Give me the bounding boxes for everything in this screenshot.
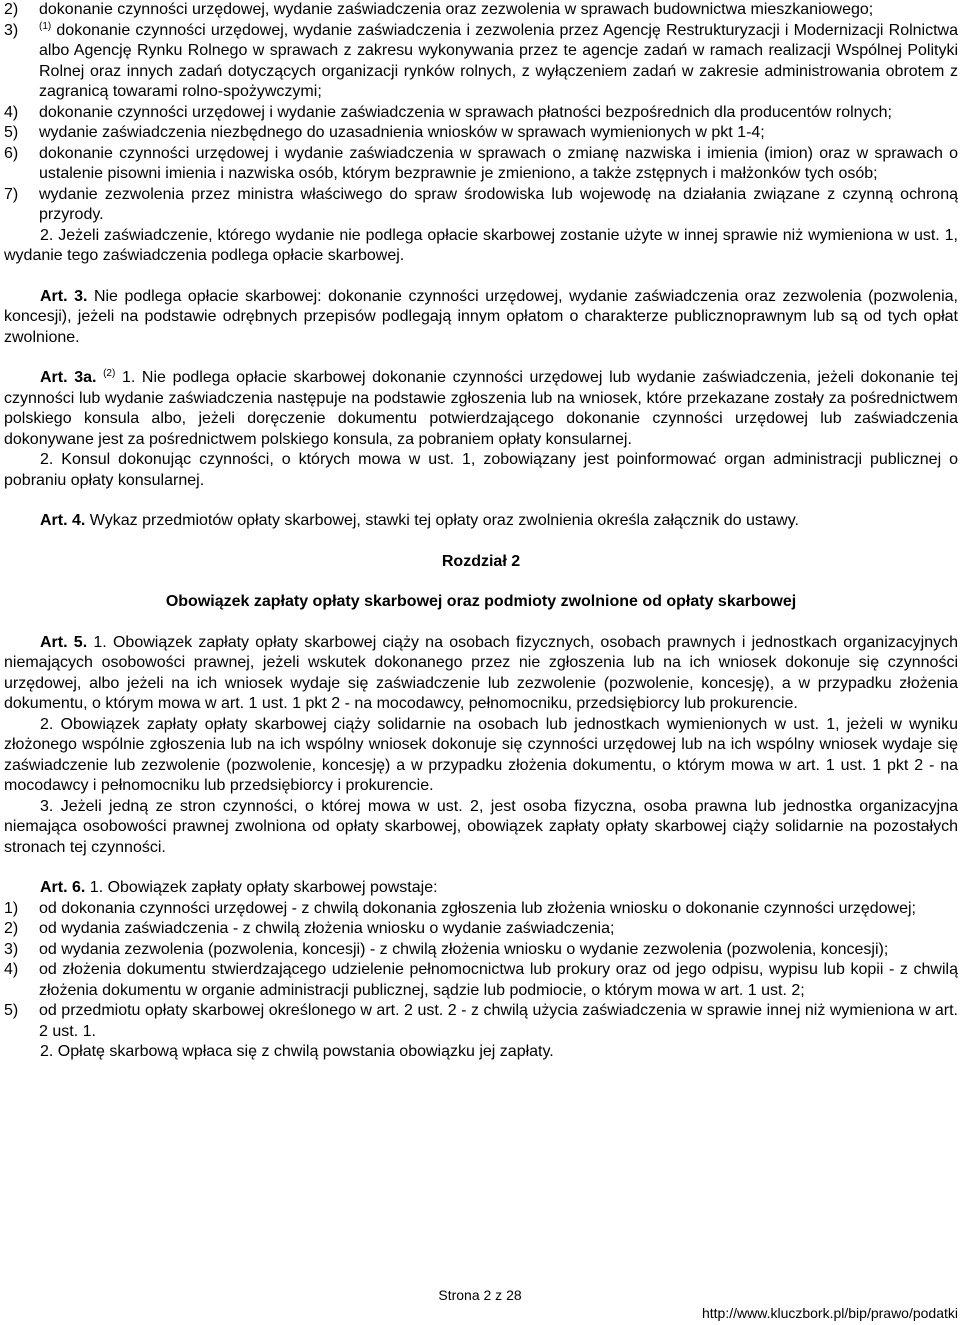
list-item — [4, 144, 958, 185]
list-item — [4, 1001, 958, 1042]
item-text: dokonanie czynności urzędowej, wydanie zaświadczenia i zezwolenia przez Agencję Restrukturyzacji i Modernizacji Rolnictwa albo Agencję Rynku Rolnego w sprawach z zakresu wykonywania przez te agencje zadań w ramach realizacji Wspólnej Polityki Rolnej oraz innych zadań dotyczących organizacji rynków rolnych, z wyłączeniem zadań w zakresie administrowania obrotem z zagranicą towarami rolno-spożywczymi; — [39, 21, 958, 100]
page-number: Strona 2 z 28 — [438, 1287, 522, 1303]
article-3a-ust1 — [4, 368, 958, 450]
article-label: Art. 3. — [40, 287, 88, 305]
article-label: Art. 5. — [40, 633, 88, 651]
article-4 — [4, 511, 958, 532]
item-number: 4) — [4, 103, 19, 121]
list-item — [4, 21, 958, 103]
item-number: 3) — [4, 21, 19, 39]
item-text: wydanie zaświadczenia niezbędnego do uzasadnienia wniosków w sprawach wymienionych w pkt 1-4; — [39, 124, 765, 141]
footnote-ref: (1) — [39, 20, 52, 32]
article-text: 1. Obowiązek zapłaty opłaty skarbowej powstaje: — [89, 879, 438, 896]
chapter-subtitle: Obowiązek zapłaty opłaty skarbowej oraz podmioty zwolnione od opłaty skarbowej — [165, 593, 797, 610]
item-number: 2) — [4, 1, 19, 18]
footnote-ref: (2) — [103, 368, 116, 379]
article-text: 1. Obowiązek zapłaty opłaty skarbowej ciąży na osobach fizycznych, osobach prawnych i jednostkach organizacyjnych niemających osobowości prawnej, jeżeli wskutek dokonanego przez nie zgłoszenia lub na ich wniosek dokonuje się czynności urzędowej, albo jeżeli na ich wniosek wydaje się zaświadczenie lub zezwolenie (pozwolenie, koncesję), a w przypadku złożenia dokumentu, o którym mowa w art. 1 ust. 1 pkt 2 - na mocodawcy, pełnomocniku, przedsiębiorcy lub prokurencie. — [4, 633, 959, 712]
list-item — [4, 0, 958, 21]
document-page — [4, 0, 958, 1063]
item-text: od dokonania czynności urzędowej - z chwilą dokonania zgłoszenia lub złożenia wniosku o dokonanie czynności urzędowej; — [39, 899, 916, 917]
item-text: dokonanie czynności urzędowej, wydanie zaświadczenia oraz zezwolenia w sprawach budownictwa mieszkaniowego; — [39, 1, 874, 18]
article-6-ust1 — [4, 878, 958, 899]
item-text: od wydania zezwolenia (pozwolenia, koncesji) - z chwilą złożenia wniosku o wydanie zezwolenia (pozwolenia, koncesji); — [39, 940, 889, 958]
item-text: wydanie zezwolenia przez ministra właściwego do spraw środowiska lub wojewodę na działania związane z czynną ochroną przyrody. — [39, 185, 958, 223]
article-3 — [4, 287, 958, 349]
item-number: 6) — [4, 144, 19, 162]
article-text: 1. Nie podlega opłacie skarbowej dokonanie czynności urzędowej lub wydanie zaświadczenia, jeżeli dokonanie tej czynności lub wydanie zaświadczenia następuje na podstawie zgłoszenia lub na wniosek, które przekazane zostały za pośrednictwem polskiego konsula albo, jeżeli doręczenie dokumentu potwierdzającego dokonanie czynności urzędowej lub zaświadczenia dokonywane jest za pośrednictwem polskiego konsula, za pobraniem opłaty konsularnej. — [4, 369, 958, 448]
article-5-ust1 — [4, 633, 958, 715]
item-number: 7) — [4, 185, 19, 203]
list-item — [4, 940, 958, 961]
item-number: 2) — [4, 920, 19, 937]
list-item — [4, 185, 958, 226]
item-text: dokonanie czynności urzędowej i wydanie zaświadczenia w sprawach płatności bezpośrednich dla producentów rolnych; — [39, 103, 892, 121]
article-text: Wykaz przedmiotów opłaty skarbowej, stawki tej opłaty oraz zwolnienia określa załącznik do ustawy. — [89, 512, 799, 529]
list-item — [4, 123, 958, 144]
article-text: Nie podlega opłacie skarbowej: dokonanie czynności urzędowej, wydanie zaświadczenia oraz zezwolenia (pozwolenia, koncesji), jeżeli na podstawie odrębnych przepisów podlegają innym opłatom o charakterze publicznoprawnym lub są od tych opłat zwolnione. — [4, 287, 959, 346]
item-text: dokonanie czynności urzędowej i wydanie zaświadczenia w sprawach o zmianę nazwiska i imienia (imion) oraz w sprawach o ustalenie pisowni imienia i nazwiska osób, którym bezprawnie je zmieniono, a także zstępnych i małżonków tych osób; — [39, 144, 958, 182]
article-5-ust2: 2. Obowiązek zapłaty opłaty skarbowej ciąży solidarnie na osobach lub jednostkach wymienionych w ust. 1, jeżeli w wyniku złożonego wspólnie zgłoszenia lub na ich wspólny wniosek dokonuje się czynności urzędowej lub na ich wspólny wniosek wydaje się zaświadczenie lub zezwolenie (pozwolenie, koncesję) a w przypadku złożenia dokumentu, o którym mowa w art. 1 ust. 1 pkt 2 - na mocodawcy i pełnomocniku lub przedsiębiorcy i prokurencie. — [4, 715, 958, 794]
list-item — [4, 919, 958, 940]
article-label: Art. 3a. — [40, 369, 97, 386]
article-3a-ust2: 2. Konsul dokonując czynności, o których mowa w ust. 1, zobowiązany jest poinformować organ administracji publicznej o pobraniu opłaty konsularnej. — [4, 451, 958, 489]
art2-ust2: 2. Jeżeli zaświadczenie, którego wydanie nie podlega opłacie skarbowej zostanie użyte w innej sprawie niż wymieniona w ust. 1, wydanie tego zaświadczenia podlega opłacie skarbowej. — [4, 226, 958, 264]
list-item — [4, 960, 958, 1001]
item-number: 5) — [4, 124, 19, 141]
article-6-ust2: 2. Opłatę skarbową wpłaca się z chwilą powstania obowiązku jej zapłaty. — [40, 1043, 554, 1060]
item-number: 3) — [4, 940, 19, 958]
list-item — [4, 103, 958, 124]
article-label: Art. 4. — [40, 512, 86, 529]
item-text: od wydania zaświadczenia - z chwilą złożenia wniosku o wydanie zaświadczenia; — [39, 920, 615, 937]
item-number: 4) — [4, 961, 19, 978]
article-label: Art. 6. — [40, 879, 86, 896]
chapter-title: Rozdział 2 — [441, 552, 521, 570]
item-number: 5) — [4, 1002, 19, 1019]
article-5-ust3: 3. Jeżeli jedną ze stron czynności, o której mowa w ust. 2, jest osoba fizyczna, osoba prawna lub jednostka organizacyjna niemająca osobowości prawnej zwolniona od opłaty skarbowej, obowiązek zapłaty opłaty skarbowej ciąży solidarnie na pozostałych stronach tej czynności. — [4, 797, 958, 856]
item-text: od przedmiotu opłaty skarbowej określonego w art. 2 ust. 2 - z chwilą użycia zaświadczenia w sprawie innej niż wymieniona w art. 2 ust. 1. — [39, 1002, 958, 1040]
footer-url[interactable]: http://www.kluczbork.pl/bip/prawo/podatki — [701, 1305, 958, 1321]
item-text: od złożenia dokumentu stwierdzającego udzielenie pełnomocnictwa lub prokury oraz od jego odpisu, wypisu lub kopii - z chwilą złożenia dokumentu w organie administracji publicznej, sądzie lub podmiocie, o którym mowa w art. 1 ust. 2; — [39, 961, 958, 999]
list-item — [4, 899, 958, 920]
item-number: 1) — [4, 899, 19, 917]
